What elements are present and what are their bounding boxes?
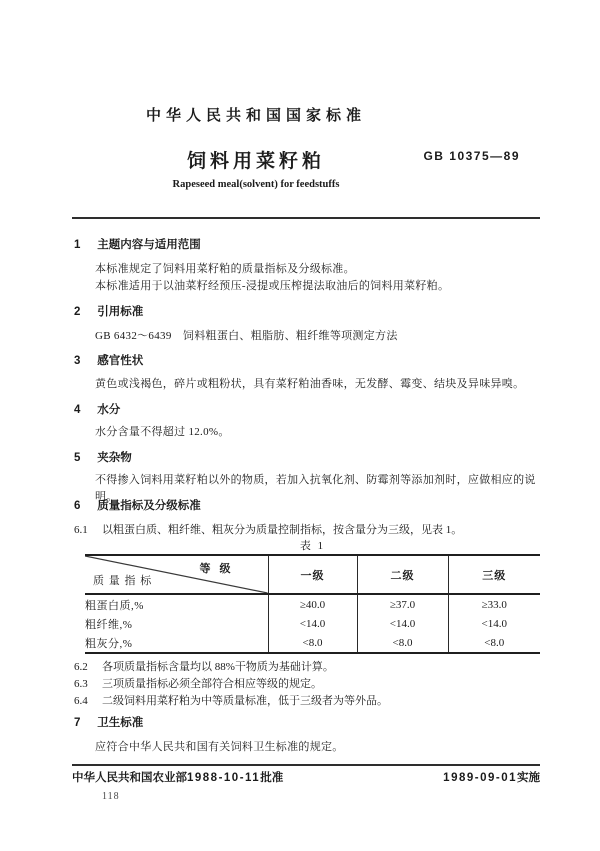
section-7-heading [74,714,143,730]
document-title-zh: 饲料用菜籽粕 [186,151,325,172]
cell-value: ≥37.0 [357,594,448,614]
section-3-heading [74,352,143,368]
table-row-crude-protein [85,594,540,614]
table-row-crude-fiber [85,614,540,633]
cell-value: <14.0 [357,614,448,633]
section-7-title: 卫生标准 [97,717,144,729]
approval-verb: 批准 [260,772,284,784]
page-number: 118 [102,791,120,802]
clause-6-1 [74,521,540,537]
section-3-number: 3 [74,355,81,367]
implementation-date: 1989-09-01 [443,772,517,784]
table-corner-cell [85,555,268,594]
section-6-number: 6 [74,500,81,512]
clause-6-3 [74,675,540,691]
section-7-number: 7 [74,717,81,729]
column-header-grade-2: 二级 [357,555,448,594]
section-5-number: 5 [74,452,81,464]
row-label: 粗纤维,% [85,618,133,631]
clause-6-1-text: 以粗蛋白质、粗纤维、粗灰分为质量控制指标，按含量分为三级，见表 1。 [102,524,463,536]
column-header-grade-1: 一级 [268,555,357,594]
table-header-row [85,555,540,594]
section-5-paragraph-1: 不得掺入饲料用菜籽粕以外的物质，若加入抗氧化剂、防霉剂等添加剂时，应做相应的说明。 [95,474,536,503]
section-2-title: 引用标准 [97,306,144,318]
section-6-heading [74,497,201,513]
section-6-title: 质量指标及分级标准 [97,500,201,512]
section-1-heading [74,236,201,252]
cell-value: <8.0 [448,633,540,653]
section-4-number: 4 [74,404,81,416]
table-caption: 表 1 [299,540,326,552]
approval-note [72,769,283,785]
section-3-paragraph-1: 黄色或浅褐色，碎片或粗粉状，具有菜籽粕油香味，无发酵、霉变、结块及异味异嗅。 [95,378,525,390]
section-4-heading [74,401,120,417]
cell-value: <8.0 [268,633,357,653]
section-5-heading [74,449,132,465]
section-1-title: 主题内容与适用范围 [97,239,201,251]
footer-divider [72,764,540,766]
implementation-verb: 实施 [517,772,540,784]
national-standard-label: 中华人民共和国国家标准 [145,107,366,124]
clause-6-1-number: 6.1 [74,524,88,536]
section-5-title: 夹杂物 [97,452,132,464]
section-3-title: 感官性状 [97,355,144,367]
corner-label-indicator: 质 量 指 标 [93,575,153,587]
section-1-paragraph-2: 本标准适用于以油菜籽经预压-浸提或压榨提法取油后的饲料用菜籽粕。 [95,280,450,292]
clause-6-3-number: 6.3 [74,678,88,690]
section-7-paragraph-1: 应符合中华人民共和国有关饲料卫生标准的规定。 [95,741,344,753]
cell-value: ≥33.0 [448,594,540,614]
quality-grade-table [85,554,540,654]
table-row-crude-ash [85,633,540,653]
clause-6-2-number: 6.2 [74,661,88,673]
implementation-note [443,769,540,785]
section-4-title: 水分 [97,404,121,416]
cell-value: ≥40.0 [268,594,357,614]
row-label: 粗灰分,% [85,637,133,650]
section-1-paragraph-1: 本标准规定了饲料用菜籽粕的质量指标及分级标准。 [95,263,355,275]
section-4-paragraph-1: 水分含量不得超过 12.0%。 [95,426,230,438]
approval-org: 中华人民共和国农业部 [72,772,187,784]
section-1-number: 1 [74,239,81,251]
cell-value: <14.0 [268,614,357,633]
row-label: 粗蛋白质,% [85,599,144,612]
section-2-heading [74,303,143,319]
clause-6-2-text: 各项质量指标含量均以 88%干物质为基础计算。 [102,661,334,673]
column-header-grade-3: 三级 [448,555,540,594]
clause-6-4 [74,692,540,708]
section-2-number: 2 [74,306,81,318]
approval-date: 1988-10-11 [187,772,261,784]
standard-code: GB 10375—89 [423,149,520,163]
clause-6-3-text: 三项质量指标必须全部符合相应等级的规定。 [102,678,322,690]
clause-6-4-number: 6.4 [74,695,88,707]
corner-label-grade: 等 级 [199,563,234,575]
clause-6-2 [74,658,540,674]
header-divider [72,217,540,219]
clause-6-4-text: 二级饲料用菜籽粕为中等质量标准，低于三级者为等外品。 [102,695,388,707]
cell-value: <14.0 [448,614,540,633]
document-title-en: Rapeseed meal(solvent) for feedstuffs [172,179,340,190]
section-2-paragraph-1: GB 6432～6439 饲料粗蛋白、粗脂肪、粗纤维等项测定方法 [95,330,398,342]
cell-value: <8.0 [357,633,448,653]
